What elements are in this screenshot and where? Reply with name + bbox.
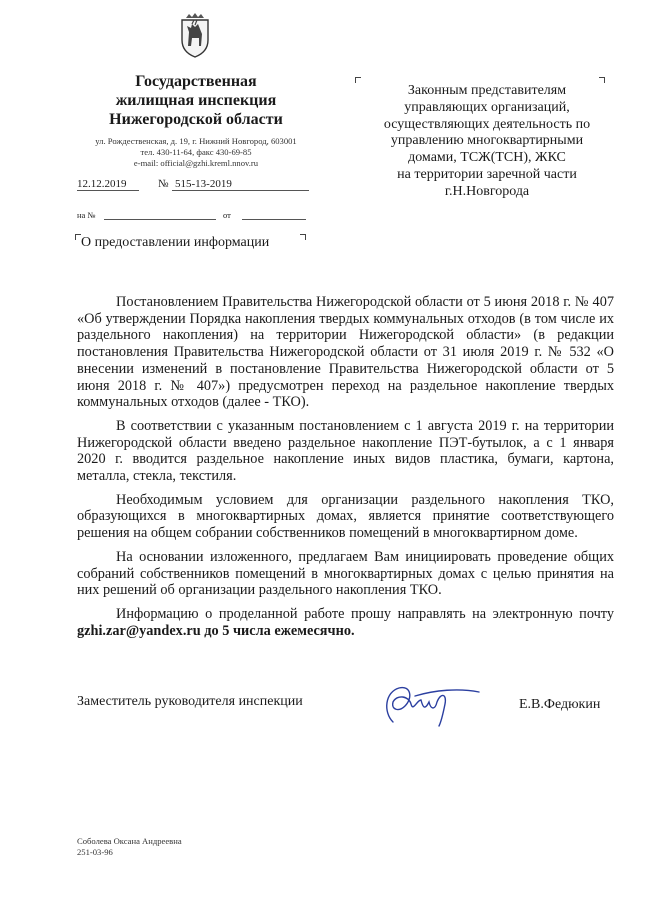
body-paragraph-1: Постановлением Правительства Нижегородской области от 5 июня 2018 г. № 407 «Об утверждении Порядка накопления твердых коммунальных отходов (в том числе их раздельного накопления) на территории Нижегородской области» (в редакции постановления Правительства Нижегородской области от 31 июля 2019 г. № 532 «О внесении изменений в постановление Правительства Нижегородской области от 5 июня 2018 г. № 407») предусмотрен переход на раздельное накопление твердых коммунальных отходов (далее - ТКО).: [77, 294, 614, 411]
subject-bracket-right: [300, 234, 306, 240]
org-name-line-1: Государственная: [135, 73, 257, 90]
body-paragraph-5: [77, 606, 614, 639]
signatory-role: Заместитель руководителя инспекции: [77, 694, 303, 709]
reply-from-line: [242, 219, 306, 220]
body-paragraph-2: В соответствии с указанным постановлением с 1 августа 2019 г. на территории Нижегородской области введено раздельное накопление ПЭТ-бутылок, а с 1 января 2020 г. вводится раздельное накопление иных видов пластика, бумаги, картона, металла, стекла, текстиля.: [77, 417, 614, 485]
signatory-name: Е.В.Федюкин: [519, 697, 601, 712]
org-email: e-mail: official@gzhi.kreml.nnov.ru: [133, 158, 259, 168]
registration-number: 515-13-2019: [172, 178, 309, 191]
body-paragraph-4: На основании изложенного, предлагаем Вам инициировать проведение общих собраний собственников помещений в многоквартирных домах с целью принятия на них решений об организации раздельного накопления ТКО.: [77, 548, 614, 599]
reply-to-label: на №: [77, 210, 96, 220]
reply-to-line: [104, 219, 216, 220]
addressee-line: управляющих организаций,: [404, 99, 570, 115]
executor-phone: 251-03-96: [77, 847, 113, 857]
registration-date: 12.12.2019: [77, 178, 139, 191]
letter-subject: О предоставлении информации: [81, 235, 270, 250]
addressee-line: управлению многоквартирными: [390, 133, 584, 149]
executor-name: Соболева Оксана Андреевна: [77, 836, 182, 846]
letter-body: [77, 294, 614, 639]
org-name-line-3: Нижегородской области: [109, 111, 283, 128]
handwritten-signature-icon: [375, 682, 485, 728]
addressee-block: [358, 83, 616, 201]
registration-number-sign: №: [158, 178, 169, 190]
addressee-line: г.Н.Новгорода: [444, 183, 530, 199]
body-paragraph-5-lead: Информацию о проделанной работе прошу направлять на электронную почту: [116, 605, 614, 622]
executor-info: [77, 836, 182, 858]
org-phone: тел. 430-11-64, факс 430-69-85: [140, 147, 252, 157]
body-paragraph-3: Необходимым условием для организации раздельного накопления ТКО, образующихся в многоквартирных домах, является принятие соответствующего решения на общем собрании собственников помещений в многоквартирном доме.: [77, 491, 614, 542]
org-name-line-2: жилищная инспекция: [115, 92, 277, 109]
addressee-line: домами, ТСЖ(ТСН), ЖКС: [408, 150, 566, 166]
contact-email-deadline: gzhi.zar@yandex.ru до 5 числа ежемесячно.: [77, 622, 355, 639]
reply-from-label: от: [223, 210, 231, 220]
addressee-line: осуществляющих деятельность по: [383, 116, 591, 132]
org-address: ул. Рождественская, д. 19, г. Нижний Новгород, 603001: [95, 136, 297, 146]
addressee-line: на территории заречной части: [397, 166, 577, 182]
addressee-line: Законным представителям: [407, 83, 567, 98]
coat-of-arms-icon: [178, 12, 212, 58]
